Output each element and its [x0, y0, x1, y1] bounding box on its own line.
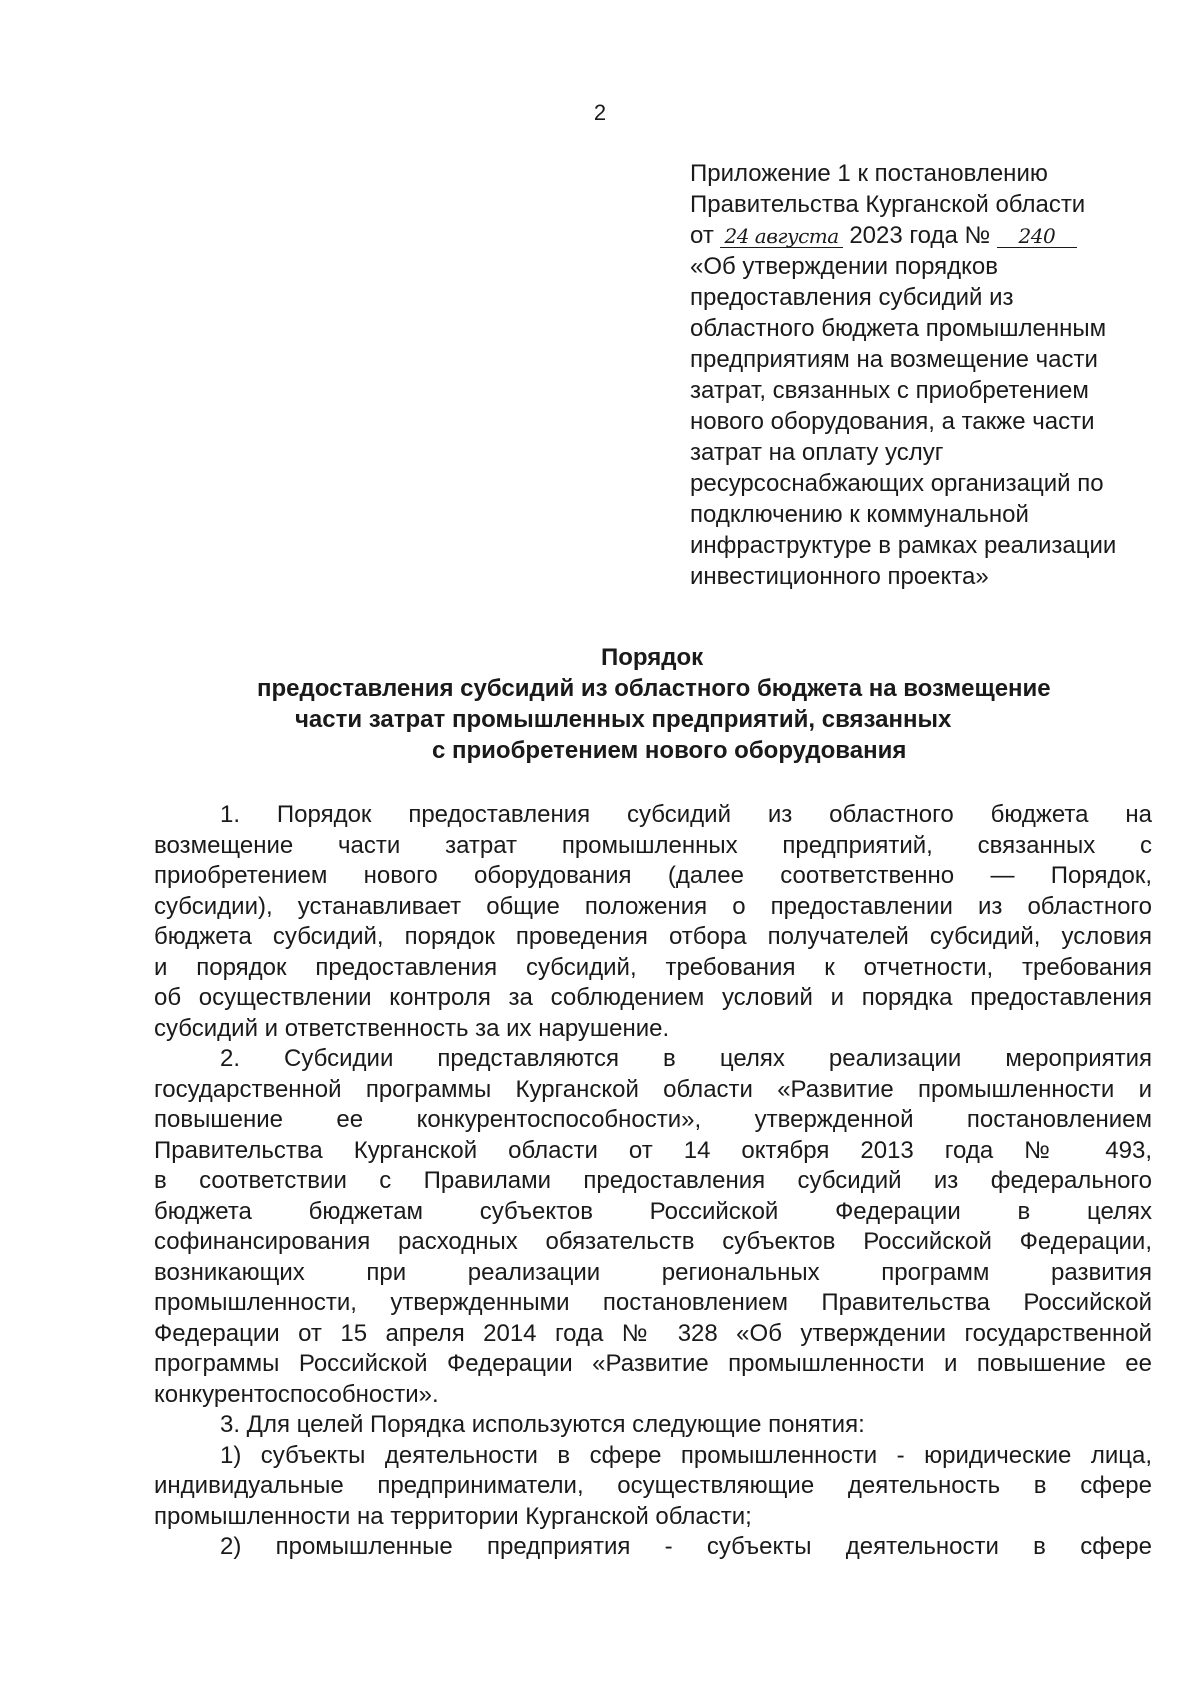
paragraph-3 — [154, 1410, 1152, 1441]
annex-line: «Об утверждении порядков — [690, 253, 999, 280]
annex-line: ресурсоснабжающих организаций по — [690, 470, 1104, 497]
annex-line: затрат, связанных с приобретением — [690, 377, 1089, 404]
text-line: об осуществлении контроля за соблюдением условий и порядка предоставления — [154, 984, 1152, 1011]
text-line: бюджета субсидий, порядок проведения отбора получателей субсидий, условия — [154, 923, 1152, 950]
annex-line: предоставления субсидий из — [690, 284, 1014, 311]
paragraph-5 — [154, 1532, 1152, 1563]
text-line: 3. Для целей Порядка используются следующие понятия: — [220, 1411, 865, 1438]
text-line: 1. Порядок предоставления субсидий из областного бюджета на — [220, 801, 1152, 828]
title-line: с приобретением нового оборудования — [432, 737, 907, 764]
text-line: промышленности, утвержденными постановлением Правительства Российской — [154, 1289, 1152, 1316]
paragraph-2 — [154, 1044, 1152, 1410]
handwritten-date: 24 августа — [720, 225, 842, 248]
annex-line: областного бюджета промышленным — [690, 315, 1107, 342]
text-line: конкурентоспособности». — [154, 1380, 439, 1408]
annex-date-line — [690, 220, 1170, 251]
date-year: 2023 года № — [849, 222, 991, 249]
date-prefix: от — [690, 222, 714, 249]
text-line: программы Российской Федерации «Развитие промышленности и повышение ее — [154, 1350, 1152, 1377]
annex-line: предприятиям на возмещение части — [690, 346, 1098, 373]
annex-line: инвестиционного проекта» — [690, 563, 989, 590]
text-line: приобретением нового оборудования (далее соответственно — Порядок, — [154, 862, 1152, 889]
document-body — [154, 800, 1152, 1563]
text-line: Федерации от 15 апреля 2014 года № 328 «Об утверждении государственной — [154, 1319, 1152, 1347]
annex-line: нового оборудования, а также части — [690, 408, 1095, 435]
handwritten-number: 240 — [997, 225, 1077, 248]
annex-line: Правительства Курганской области — [690, 191, 1086, 218]
text-line: повышение ее конкурентоспособности», утвержденной постановлением — [154, 1106, 1152, 1133]
text-line: бюджета бюджетам субъектов Российской Федерации в целях — [154, 1197, 1152, 1225]
text-line: государственной программы Курганской области «Развитие промышленности и — [154, 1075, 1152, 1103]
annex-line: инфраструктуре в рамках реализации — [690, 532, 1117, 559]
text-line: 1) субъекты деятельности в сфере промышленности - юридические лица, — [220, 1441, 1152, 1469]
paragraph-1 — [154, 800, 1152, 1044]
title-line: Порядок — [601, 644, 704, 671]
text-line: промышленности на территории Курганской области; — [154, 1502, 752, 1530]
title-line: предоставления субсидий из областного бюджета на возмещение — [257, 675, 1051, 702]
text-line: 2) промышленные предприятия - субъекты деятельности в сфере — [220, 1533, 1152, 1560]
title-line: части затрат промышленных предприятий, связанных — [295, 706, 952, 733]
text-line: индивидуальные предприниматели, осуществляющие деятельность в сфере — [154, 1472, 1152, 1499]
annex-line: Приложение 1 к постановлению — [690, 160, 1048, 187]
text-line: 2. Субсидии представляются в целях реализации мероприятия — [220, 1045, 1152, 1072]
text-line: возмещение части затрат промышленных предприятий, связанных с — [154, 831, 1152, 859]
annex-line: затрат на оплату услуг — [690, 439, 944, 466]
paragraph-4 — [154, 1441, 1152, 1533]
text-line: возникающих при реализации региональных программ развития — [154, 1258, 1152, 1286]
text-line: в соответствии с Правилами предоставления субсидий из федерального — [154, 1167, 1152, 1194]
text-line: Правительства Курганской области от 14 октября 2013 года № 493, — [154, 1136, 1152, 1164]
page-number: 2 — [593, 100, 607, 125]
text-line: субсидии), устанавливает общие положения о предоставлении из областного — [154, 892, 1152, 920]
text-line: субсидий и ответственность за их нарушение. — [154, 1014, 670, 1042]
annex-block — [690, 158, 1170, 592]
annex-line: подключению к коммунальной — [690, 501, 1029, 528]
text-line: софинансирования расходных обязательств субъектов Российской Федерации, — [154, 1228, 1152, 1255]
text-line: и порядок предоставления субсидий, требования к отчетности, требования — [154, 953, 1152, 981]
